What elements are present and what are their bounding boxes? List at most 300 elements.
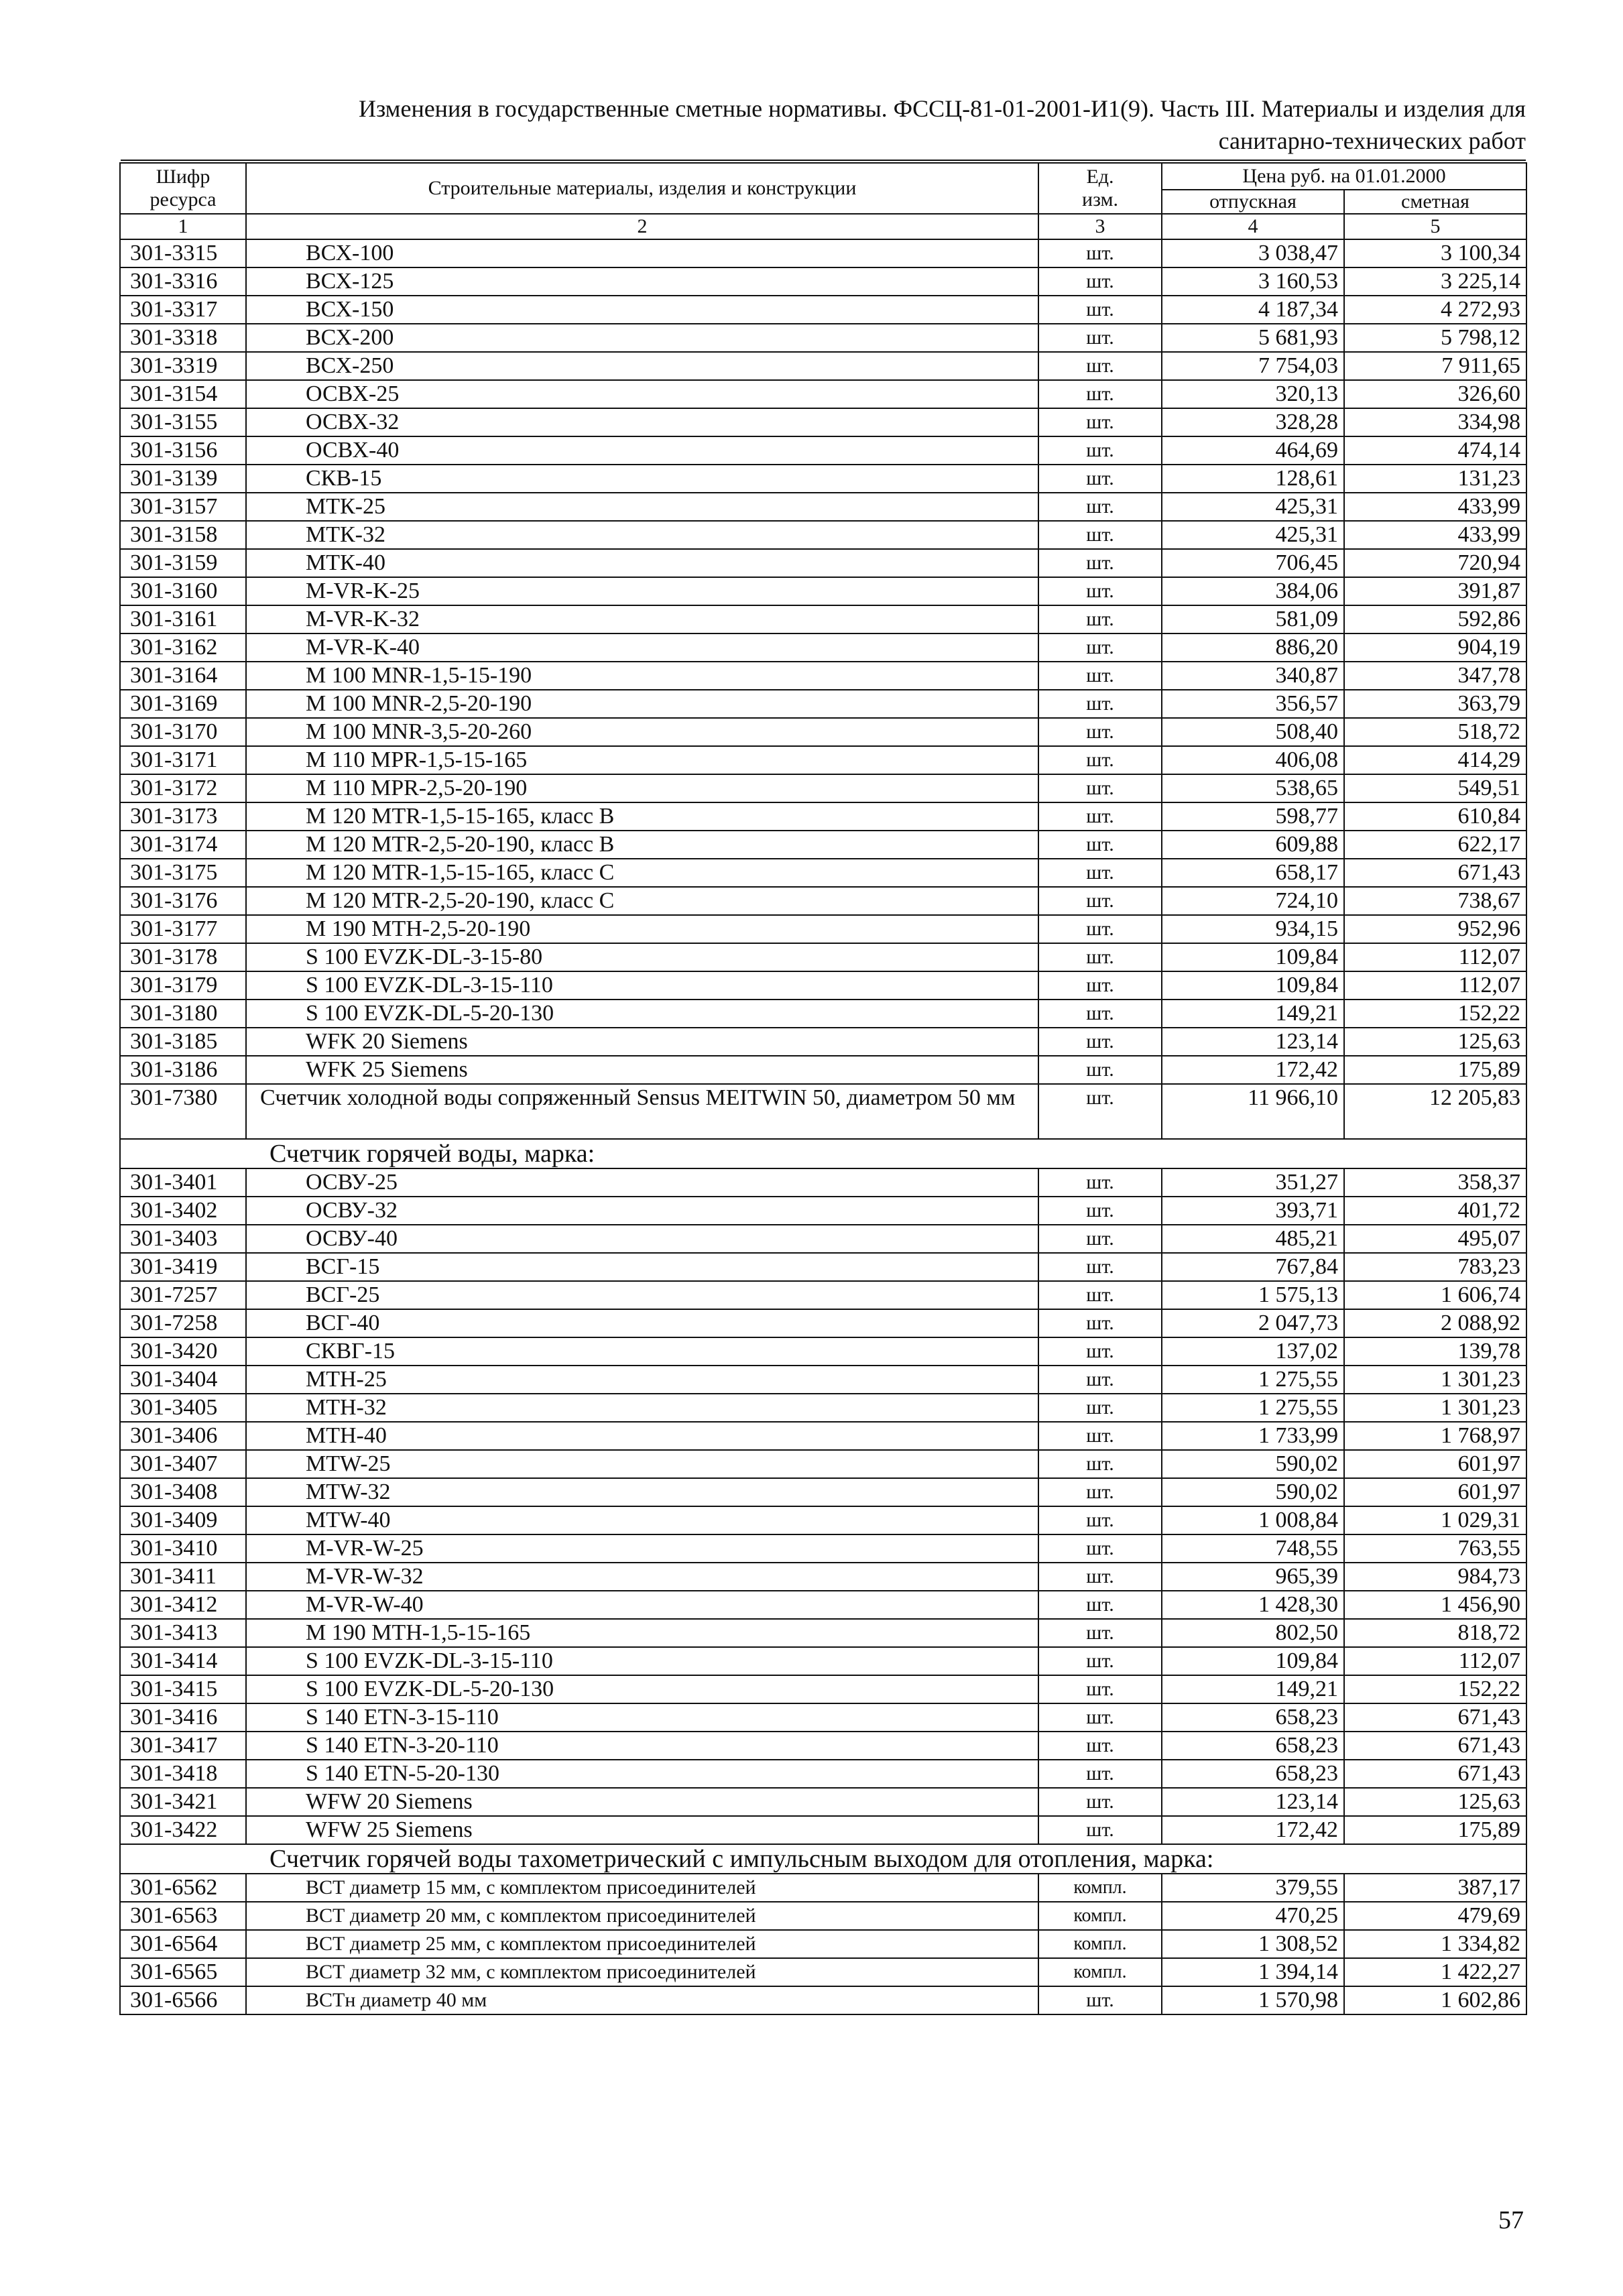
estimate-price: 763,55 [1344, 1534, 1526, 1563]
unit: шт. [1038, 267, 1162, 296]
resource-code: 301-3172 [120, 774, 246, 802]
unit: шт. [1038, 1281, 1162, 1309]
unit: шт. [1038, 1816, 1162, 1844]
material-name: ВСТн диаметр 40 мм [246, 1986, 1038, 2014]
estimate-price: 1 334,82 [1344, 1930, 1526, 1958]
unit: шт. [1038, 521, 1162, 549]
material-name: ОСВХ-32 [246, 408, 1038, 436]
header-code-line1: Шифр [156, 166, 211, 188]
release-price: 609,88 [1162, 831, 1344, 859]
unit: шт. [1038, 1225, 1162, 1253]
table-row [120, 662, 1526, 690]
resource-code: 301-3422 [120, 1816, 246, 1844]
material-name: ВСТ диаметр 25 мм, с комплектом присоединителей [246, 1930, 1038, 1958]
estimate-price: 3 100,34 [1344, 239, 1526, 267]
material-name: ОСВУ-25 [246, 1168, 1038, 1197]
unit: шт. [1038, 380, 1162, 408]
resource-code: 301-3404 [120, 1366, 246, 1394]
header-code-line2: ресурса [149, 188, 217, 210]
estimate-price: 387,17 [1344, 1874, 1526, 1902]
unit: шт. [1038, 1986, 1162, 2014]
material-name: M 110 MPR-2,5-20-190 [246, 774, 1038, 802]
table-row [120, 1732, 1526, 1760]
column-number: 2 [246, 214, 1038, 239]
release-price: 590,02 [1162, 1450, 1344, 1478]
table-row [120, 887, 1526, 915]
unit: шт. [1038, 324, 1162, 352]
resource-code: 301-3174 [120, 831, 246, 859]
unit: шт. [1038, 1028, 1162, 1056]
estimate-price: 479,69 [1344, 1902, 1526, 1930]
section-hot-water [120, 1139, 1526, 1168]
material-name: МТН-32 [246, 1394, 1038, 1422]
release-price: 1 575,13 [1162, 1281, 1344, 1309]
release-price: 886,20 [1162, 633, 1344, 662]
estimate-price: 4 272,93 [1344, 296, 1526, 324]
release-price: 5 681,93 [1162, 324, 1344, 352]
material-name: M 100 MNR-1,5-15-190 [246, 662, 1038, 690]
resource-code: 301-3406 [120, 1422, 246, 1450]
release-price: 802,50 [1162, 1619, 1344, 1647]
estimate-price: 610,84 [1344, 802, 1526, 831]
unit: шт. [1038, 577, 1162, 605]
table-row [120, 324, 1526, 352]
material-name: ОСВХ-40 [246, 436, 1038, 465]
material-name: ВСГ-25 [246, 1281, 1038, 1309]
material-name: ВСХ-100 [246, 239, 1038, 267]
table-row [120, 1394, 1526, 1422]
release-price: 965,39 [1162, 1563, 1344, 1591]
page-header [121, 93, 1526, 157]
column-number: 3 [1038, 214, 1162, 239]
unit: шт. [1038, 296, 1162, 324]
table-row [120, 1366, 1526, 1394]
release-price: 658,23 [1162, 1760, 1344, 1788]
estimate-price: 495,07 [1344, 1225, 1526, 1253]
release-price: 464,69 [1162, 436, 1344, 465]
estimate-price: 1 606,74 [1344, 1281, 1526, 1309]
estimate-price: 1 301,23 [1344, 1394, 1526, 1422]
table-row [120, 465, 1526, 493]
release-price: 109,84 [1162, 971, 1344, 1000]
release-price: 485,21 [1162, 1225, 1344, 1253]
resource-code: 301-3413 [120, 1619, 246, 1647]
release-price: 425,31 [1162, 493, 1344, 521]
release-price: 172,42 [1162, 1816, 1344, 1844]
release-price: 598,77 [1162, 802, 1344, 831]
table-row [120, 774, 1526, 802]
material-name: S 140 ETN-3-20-110 [246, 1732, 1038, 1760]
release-price: 109,84 [1162, 1647, 1344, 1675]
unit: шт. [1038, 774, 1162, 802]
table-row [120, 1168, 1526, 1197]
header-name: Строительные материалы, изделия и конструкции [246, 163, 1038, 214]
release-price: 406,08 [1162, 746, 1344, 774]
resource-code: 301-3419 [120, 1253, 246, 1281]
table-row [120, 1450, 1526, 1478]
price-table-body [120, 214, 1526, 2014]
resource-code: 301-3186 [120, 1056, 246, 1084]
resource-code: 301-3178 [120, 943, 246, 971]
table-row [120, 521, 1526, 549]
unit: шт. [1038, 1168, 1162, 1197]
estimate-price: 783,23 [1344, 1253, 1526, 1281]
unit: компл. [1038, 1902, 1162, 1930]
table-row [120, 296, 1526, 324]
release-price: 1 570,98 [1162, 1986, 1344, 2014]
release-price: 7 754,03 [1162, 352, 1344, 380]
resource-code: 301-3156 [120, 436, 246, 465]
unit: шт. [1038, 408, 1162, 436]
release-price: 356,57 [1162, 690, 1344, 718]
table-row [120, 1930, 1526, 1958]
release-price: 128,61 [1162, 465, 1344, 493]
unit: шт. [1038, 831, 1162, 859]
estimate-price: 139,78 [1344, 1337, 1526, 1366]
table-row [120, 1478, 1526, 1506]
table-row [120, 239, 1526, 267]
release-price: 658,23 [1162, 1703, 1344, 1732]
material-name: ВСТ диаметр 32 мм, с комплектом присоединителей [246, 1958, 1038, 1986]
resource-code: 301-3185 [120, 1028, 246, 1056]
table-row [120, 577, 1526, 605]
release-price: 1 308,52 [1162, 1930, 1344, 1958]
unit: шт. [1038, 1760, 1162, 1788]
material-name: ВСТ диаметр 20 мм, с комплектом присоединителей [246, 1902, 1038, 1930]
material-name: МТК-25 [246, 493, 1038, 521]
resource-code: 301-3410 [120, 1534, 246, 1563]
unit: шт. [1038, 1309, 1162, 1337]
unit: шт. [1038, 633, 1162, 662]
material-name: ВСТ диаметр 15 мм, с комплектом присоединителей [246, 1874, 1038, 1902]
unit: шт. [1038, 746, 1162, 774]
material-name: S 100 EVZK-DL-3-15-110 [246, 1647, 1038, 1675]
resource-code: 301-7380 [120, 1084, 246, 1139]
estimate-price: 671,43 [1344, 1732, 1526, 1760]
unit: шт. [1038, 915, 1162, 943]
material-name: M 100 MNR-2,5-20-190 [246, 690, 1038, 718]
release-price: 351,27 [1162, 1168, 1344, 1197]
resource-code: 301-6562 [120, 1874, 246, 1902]
estimate-price: 152,22 [1344, 1675, 1526, 1703]
unit: шт. [1038, 887, 1162, 915]
table-row [120, 1675, 1526, 1703]
table-row [120, 1281, 1526, 1309]
release-price: 137,02 [1162, 1337, 1344, 1366]
resource-code: 301-6566 [120, 1986, 246, 2014]
unit: шт. [1038, 1563, 1162, 1591]
material-name: MTW-25 [246, 1450, 1038, 1478]
table-row [120, 1028, 1526, 1056]
resource-code: 301-7258 [120, 1309, 246, 1337]
release-price: 379,55 [1162, 1874, 1344, 1902]
unit: шт. [1038, 436, 1162, 465]
resource-code: 301-3175 [120, 859, 246, 887]
resource-code: 301-3160 [120, 577, 246, 605]
unit: компл. [1038, 1874, 1162, 1902]
release-price: 3 038,47 [1162, 239, 1344, 267]
resource-code: 301-3171 [120, 746, 246, 774]
table-row [120, 1902, 1526, 1930]
material-name: M-VR-W-32 [246, 1563, 1038, 1591]
table-row [120, 1000, 1526, 1028]
estimate-price: 334,98 [1344, 408, 1526, 436]
estimate-price: 414,29 [1344, 746, 1526, 774]
estimate-price: 175,89 [1344, 1816, 1526, 1844]
header-code [120, 163, 246, 214]
estimate-price: 347,78 [1344, 662, 1526, 690]
unit: шт. [1038, 1619, 1162, 1647]
estimate-price: 1 422,27 [1344, 1958, 1526, 1986]
resource-code: 301-3158 [120, 521, 246, 549]
table-row [120, 352, 1526, 380]
estimate-price: 622,17 [1344, 831, 1526, 859]
release-price: 11 966,10 [1162, 1084, 1344, 1139]
unit: шт. [1038, 1788, 1162, 1816]
material-name: M-VR-K-32 [246, 605, 1038, 633]
material-name: ОСВУ-40 [246, 1225, 1038, 1253]
resource-code: 301-3316 [120, 267, 246, 296]
material-name: МТК-32 [246, 521, 1038, 549]
release-price: 384,06 [1162, 577, 1344, 605]
unit: шт. [1038, 1253, 1162, 1281]
table-row [120, 1816, 1526, 1844]
unit: шт. [1038, 1366, 1162, 1394]
release-price: 328,28 [1162, 408, 1344, 436]
resource-code: 301-3159 [120, 549, 246, 577]
material-name: ВСХ-125 [246, 267, 1038, 296]
estimate-price: 671,43 [1344, 859, 1526, 887]
table-row [120, 1563, 1526, 1591]
release-price: 658,23 [1162, 1732, 1344, 1760]
resource-code: 301-3180 [120, 1000, 246, 1028]
resource-code: 301-3402 [120, 1197, 246, 1225]
estimate-price: 125,63 [1344, 1028, 1526, 1056]
header-unit-line1: Ед. [1086, 166, 1114, 188]
unit: компл. [1038, 1958, 1162, 1986]
estimate-price: 175,89 [1344, 1056, 1526, 1084]
table-row [120, 1056, 1526, 1084]
unit: шт. [1038, 605, 1162, 633]
resource-code: 301-3403 [120, 1225, 246, 1253]
resource-code: 301-3179 [120, 971, 246, 1000]
estimate-price: 1 768,97 [1344, 1422, 1526, 1450]
release-price: 123,14 [1162, 1028, 1344, 1056]
unit: шт. [1038, 943, 1162, 971]
unit: шт. [1038, 1703, 1162, 1732]
material-name: WFW 25 Siemens [246, 1816, 1038, 1844]
material-name: M 190 MTH-2,5-20-190 [246, 915, 1038, 943]
material-name: M 120 MTR-1,5-15-165, класс С [246, 859, 1038, 887]
release-price: 2 047,73 [1162, 1309, 1344, 1337]
release-price: 1 008,84 [1162, 1506, 1344, 1534]
resource-code: 301-3169 [120, 690, 246, 718]
resource-code: 301-3155 [120, 408, 246, 436]
table-row [120, 1986, 1526, 2014]
table-row [120, 915, 1526, 943]
estimate-price: 601,97 [1344, 1450, 1526, 1478]
material-name: S 100 EVZK-DL-5-20-130 [246, 1000, 1038, 1028]
release-price: 3 160,53 [1162, 267, 1344, 296]
estimate-price: 7 911,65 [1344, 352, 1526, 380]
release-price: 149,21 [1162, 1675, 1344, 1703]
release-price: 1 275,55 [1162, 1366, 1344, 1394]
material-name: M-VR-K-40 [246, 633, 1038, 662]
estimate-price: 2 088,92 [1344, 1309, 1526, 1337]
table-row [120, 605, 1526, 633]
table-row [120, 1534, 1526, 1563]
table-row [120, 1422, 1526, 1450]
release-price: 748,55 [1162, 1534, 1344, 1563]
estimate-price: 363,79 [1344, 690, 1526, 718]
unit: шт. [1038, 1647, 1162, 1675]
estimate-price: 592,86 [1344, 605, 1526, 633]
release-price: 706,45 [1162, 549, 1344, 577]
resource-code: 301-3408 [120, 1478, 246, 1506]
resource-code: 301-3418 [120, 1760, 246, 1788]
unit: шт. [1038, 662, 1162, 690]
unit: шт. [1038, 1197, 1162, 1225]
estimate-price: 1 301,23 [1344, 1366, 1526, 1394]
estimate-price: 952,96 [1344, 915, 1526, 943]
material-name: M-VR-K-25 [246, 577, 1038, 605]
estimate-price: 1 029,31 [1344, 1506, 1526, 1534]
release-price: 172,42 [1162, 1056, 1344, 1084]
table-row [120, 1619, 1526, 1647]
material-name: S 100 EVZK-DL-3-15-110 [246, 971, 1038, 1000]
material-name: S 140 ETN-5-20-130 [246, 1760, 1038, 1788]
unit: шт. [1038, 493, 1162, 521]
table-row [120, 1874, 1526, 1902]
release-price: 658,17 [1162, 859, 1344, 887]
resource-code: 301-3164 [120, 662, 246, 690]
estimate-price: 326,60 [1344, 380, 1526, 408]
column-number: 5 [1344, 214, 1526, 239]
material-name: WFW 20 Siemens [246, 1788, 1038, 1816]
table-row [120, 943, 1526, 971]
resource-code: 301-3409 [120, 1506, 246, 1534]
table-row [120, 1084, 1526, 1139]
material-name: M 110 MPR-1,5-15-165 [246, 746, 1038, 774]
table-row [120, 802, 1526, 831]
unit: шт. [1038, 1422, 1162, 1450]
material-name: M-VR-W-25 [246, 1534, 1038, 1563]
table-row [120, 380, 1526, 408]
material-name: МТК-40 [246, 549, 1038, 577]
estimate-price: 391,87 [1344, 577, 1526, 605]
material-name: СКВ-15 [246, 465, 1038, 493]
material-name: ВСГ-40 [246, 1309, 1038, 1337]
estimate-price: 518,72 [1344, 718, 1526, 746]
resource-code: 301-3407 [120, 1450, 246, 1478]
release-price: 1 733,99 [1162, 1422, 1344, 1450]
estimate-price: 549,51 [1344, 774, 1526, 802]
unit: шт. [1038, 352, 1162, 380]
price-table-container [119, 162, 1526, 2015]
unit: шт. [1038, 1000, 1162, 1028]
resource-code: 301-3173 [120, 802, 246, 831]
release-price: 590,02 [1162, 1478, 1344, 1506]
resource-code: 301-3415 [120, 1675, 246, 1703]
material-name: СКВГ-15 [246, 1337, 1038, 1366]
resource-code: 301-3317 [120, 296, 246, 324]
resource-code: 301-3412 [120, 1591, 246, 1619]
resource-code: 301-3411 [120, 1563, 246, 1591]
header-rule [121, 160, 1526, 161]
price-table [119, 162, 1527, 2015]
estimate-price: 131,23 [1344, 465, 1526, 493]
unit: шт. [1038, 859, 1162, 887]
release-price: 581,09 [1162, 605, 1344, 633]
unit: шт. [1038, 465, 1162, 493]
resource-code: 301-3157 [120, 493, 246, 521]
resource-code: 301-7257 [120, 1281, 246, 1309]
estimate-price: 112,07 [1344, 943, 1526, 971]
estimate-price: 818,72 [1344, 1619, 1526, 1647]
table-row [120, 746, 1526, 774]
estimate-price: 112,07 [1344, 1647, 1526, 1675]
unit: шт. [1038, 802, 1162, 831]
release-price: 123,14 [1162, 1788, 1344, 1816]
resource-code: 301-3162 [120, 633, 246, 662]
unit: шт. [1038, 1534, 1162, 1563]
estimate-price: 125,63 [1344, 1788, 1526, 1816]
unit: шт. [1038, 690, 1162, 718]
material-name: M 120 MTR-2,5-20-190, класс В [246, 831, 1038, 859]
release-price: 1 275,55 [1162, 1394, 1344, 1422]
resource-code: 301-3417 [120, 1732, 246, 1760]
resource-code: 301-3318 [120, 324, 246, 352]
material-name: Счетчик холодной воды сопряженный Sensus MEITWIN 50, диаметром 50 мм [246, 1084, 1038, 1139]
estimate-price: 1 456,90 [1344, 1591, 1526, 1619]
release-price: 425,31 [1162, 521, 1344, 549]
table-row [120, 1337, 1526, 1366]
resource-code: 301-3416 [120, 1703, 246, 1732]
table-row [120, 718, 1526, 746]
material-name: WFK 25 Siemens [246, 1056, 1038, 1084]
unit: шт. [1038, 1337, 1162, 1366]
material-name: WFK 20 Siemens [246, 1028, 1038, 1056]
unit: шт. [1038, 1506, 1162, 1534]
table-row [120, 267, 1526, 296]
table-row [120, 408, 1526, 436]
resource-code: 301-6564 [120, 1930, 246, 1958]
release-price: 340,87 [1162, 662, 1344, 690]
resource-code: 301-3177 [120, 915, 246, 943]
column-number: 4 [1162, 214, 1344, 239]
release-price: 4 187,34 [1162, 296, 1344, 324]
unit: шт. [1038, 239, 1162, 267]
resource-code: 301-6563 [120, 1902, 246, 1930]
resource-code: 301-3161 [120, 605, 246, 633]
table-row [120, 493, 1526, 521]
unit: шт. [1038, 1084, 1162, 1139]
unit: шт. [1038, 718, 1162, 746]
header-price-estimate: сметная [1344, 190, 1526, 214]
resource-code: 301-3170 [120, 718, 246, 746]
resource-code: 301-3319 [120, 352, 246, 380]
header-unit-line2: изм. [1082, 188, 1118, 210]
table-row [120, 1647, 1526, 1675]
unit: шт. [1038, 1450, 1162, 1478]
estimate-price: 3 225,14 [1344, 267, 1526, 296]
material-name: S 100 EVZK-DL-3-15-80 [246, 943, 1038, 971]
estimate-price: 112,07 [1344, 971, 1526, 1000]
estimate-price: 152,22 [1344, 1000, 1526, 1028]
unit: компл. [1038, 1930, 1162, 1958]
release-price: 470,25 [1162, 1902, 1344, 1930]
header-price-release: отпускная [1162, 190, 1344, 214]
